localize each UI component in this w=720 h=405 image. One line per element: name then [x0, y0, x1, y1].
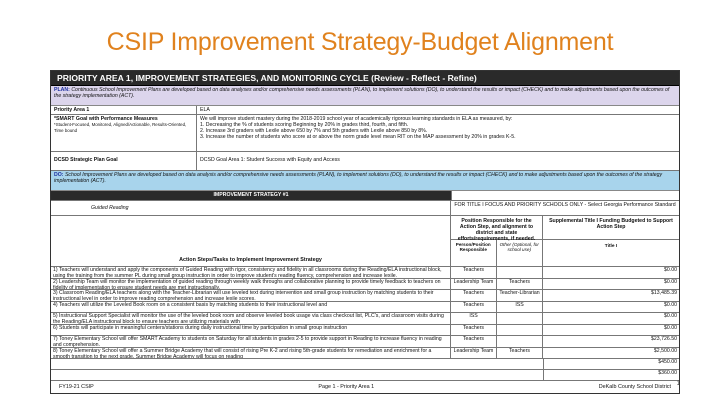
action-text: 1) Teachers will understand and apply the components of Guided Reading with rigor, consistency and fidelity in all classrooms during the Reading/ELA instructional block, using the training from the summer PL during small group instruction in order to improve student's reading fluency, comprehension and increase lexile. — [51, 267, 451, 278]
table-row — [51, 313, 679, 325]
slide-title: CSIP Improvement Strategy-Budget Alignment — [106, 28, 614, 56]
table-row — [51, 267, 679, 279]
action-text: 8) Toney Elementary School will offer a Summer Bridge Academy that will consist of rising Pre K-2 and rising 5th-grade students for remediation and enrichment for a smooth transition to the next grade. Summer Bridge Academy will focus on reading — [51, 348, 451, 359]
document-header: PRIORITY AREA 1, IMPROVEMENT STRATEGIES, AND MONITORING CYCLE (Review - Reflect - Refine) — [51, 71, 679, 86]
other-cell: Teacher-Librarian — [497, 290, 543, 301]
strategy-header: IMPROVEMENT STRATEGY #1 — [51, 191, 451, 200]
amount-cell: $0.00 — [664, 267, 677, 273]
person-cell: Leadership Team — [451, 279, 497, 290]
table-row — [51, 290, 679, 302]
total-row — [51, 359, 679, 370]
plan-text: Continuous School Improvement Plans are developed based on data analyses and/or comprehensive needs assessments (PLAN), to implement solutions (DO), to understand the results or impact (CHECK) and to make adjustments based upon the outcomes of the strategy implementation (ACT). — [54, 87, 670, 100]
amount-cell: $13,485.39 — [651, 290, 677, 296]
amount-cell: $2,500.00 — [653, 347, 677, 354]
footer-center: Page 1 - Priority Area 1 — [318, 383, 375, 390]
other-cell — [497, 267, 543, 278]
col-other-header: Other (Optional, for school use) — [499, 242, 539, 253]
footer-left: FY19-21 CSIP — [59, 383, 94, 390]
col-position-group — [451, 216, 543, 266]
amount-cell: $0.00 — [664, 278, 677, 285]
person-cell: Leadership Team — [451, 348, 497, 359]
table-row — [51, 302, 679, 314]
action-text: 4) Teachers will utilize the Leveled Book room on a consistent basis by matching students to their instructional level and — [51, 302, 451, 313]
smart-goal-sub: *Student-Focused, Monitored, Aligned/Actionable, Results-Oriented, Time bound — [54, 122, 187, 133]
smart-goal-label-cell — [51, 115, 197, 151]
document-footer — [51, 381, 679, 393]
amount-cell: $23,726.50 — [651, 336, 677, 342]
strategy-name: Guided Reading — [51, 201, 451, 215]
action-text: 7) Toney Elementary School will offer SMART Academy to students on Saturday for all students in grades 2-5 to provide support in Reading to increase fluency in reading and comprehension. — [51, 336, 451, 347]
person-cell: Teachers — [451, 325, 497, 336]
action-steps-table — [51, 267, 679, 381]
action-text: 3) Classroom Reading/ELA teachers along with the Teacher-Librarian will use leveled text during intervention and small group instruction by matching students to their instructional level in order to improve reading comprehension and increase lexile scores. — [51, 290, 451, 301]
dcsd-goal-row — [51, 152, 679, 171]
person-cell: ISS — [451, 313, 497, 324]
amount-cell: $0.00 — [664, 301, 677, 308]
table-row — [51, 325, 679, 337]
person-cell: Teachers — [451, 290, 497, 301]
table-row — [51, 348, 679, 360]
do-label: DO: — [54, 172, 64, 178]
other-cell: Teachers — [497, 279, 543, 290]
smart-goal-row — [51, 115, 679, 152]
plan-row — [51, 86, 679, 106]
person-cell: Teachers — [451, 336, 497, 347]
col-action-header: Action Steps/Tasks to Implement Improvement Strategy — [51, 216, 451, 266]
other-cell — [497, 336, 543, 347]
priority-area-label: Priority Area 1 — [51, 106, 197, 114]
total-cell: $450.00 — [543, 359, 679, 369]
smart-goal-label: *SMART Goal with Performance Measures — [54, 116, 158, 122]
strategy-header-row — [51, 191, 679, 201]
do-text: School Improvement Plans are developed based on data analysis and/or comprehensive needs assessments (PLAN), to implement solutions (DO), to understand the results or impact (CHECK) and to make adjustments based upon the outcomes of the strategy implementation (ACT). — [54, 172, 663, 185]
strategy-name-row — [51, 201, 679, 216]
priority-area-row — [51, 106, 679, 115]
col-supp-header: Supplemental Title I Funding Budgeted to Support Action Step — [543, 216, 679, 240]
amount-cell: $0.00 — [664, 324, 677, 331]
other-cell: ISS — [497, 302, 543, 313]
col-supp-group — [543, 216, 679, 266]
action-text: 5) Instructional Support Specialist will monitor the use of the leveled book room and observe leveled book usage via class checkout list, PLC's, and classroom visits during the Reading/ELA instructional block to ensure teachers are utilizing materials with — [51, 313, 451, 324]
plan-label: PLAN: — [54, 87, 70, 93]
col-position-header: Position Responsible for the Action Step, and alignment to district and state efforts/requirements, if needed. — [451, 216, 542, 240]
do-row — [51, 171, 679, 191]
other-cell: Teachers — [497, 348, 543, 359]
dcsd-goal-value: DCSD Goal Area 1: Student Success with Equity and Access — [200, 157, 340, 163]
table-row — [51, 279, 679, 291]
total-cell: $360.00 — [543, 370, 679, 380]
action-text: 6) Students will participate in meaningful centers/stations during daily instructional time by participation in small group instruction — [51, 325, 451, 336]
col-person-header: Person/Position Responsible — [451, 240, 497, 266]
other-cell — [497, 313, 543, 324]
title-i-note: FOR TITLE I FOCUS AND PRIORITY SCHOOLS ONLY - Select Georgia Performance Standard — [454, 202, 676, 208]
amount-cell: $0.00 — [664, 313, 677, 319]
footer-right: DeKalb County School District — [598, 383, 671, 390]
action-text: 2) Leadership Team will monitor the implementation of guided reading through weekly walk throughs and collaborative planning to provide timely feedback to teachers on fidelity of implementation to ensure student needs are met instructionally. — [51, 279, 451, 290]
col-title1-header: Title I — [604, 244, 618, 249]
csip-document — [50, 70, 680, 394]
other-cell — [497, 325, 543, 336]
table-row — [51, 336, 679, 348]
slide-number: 1 — [676, 381, 680, 387]
column-header-row — [51, 216, 679, 267]
total-row — [51, 370, 679, 381]
person-cell: Teachers — [451, 267, 497, 278]
smart-goal-text: We will improve student mastery during the 2018-2019 school year of academically rigorous learning standards in ELA as measured, by: 1. Decreasing the % of students scoring Beginning by 20% in grades third, fourth, and fifth. 2. Increase 3rd graders with Lexile above 650 by 7% and 5th graders with Lexile above 850 by 8%. 3. Increase the number of students who score at or above the norm grade level mean RIT on the MAP assessment by 20% in grades K-5. — [200, 116, 516, 141]
dcsd-goal-label: DCSD Strategic Plan Goal — [51, 152, 197, 170]
person-cell: Teachers — [451, 302, 497, 313]
priority-area-value: ELA — [200, 107, 210, 113]
